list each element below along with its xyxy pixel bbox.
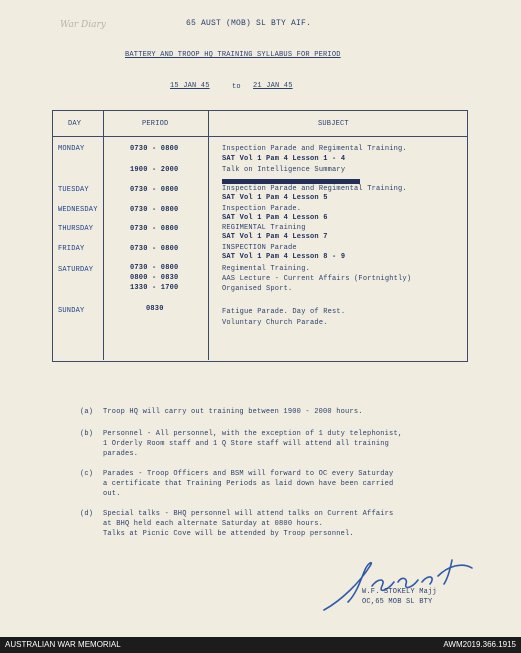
date-to: 21 JAN 45 [253, 82, 293, 90]
day-cell: TUESDAY [58, 186, 89, 194]
note-line: out. [103, 490, 121, 498]
note-line: Personnel - All personnel, with the exception of 1 duty telephonist, [103, 430, 403, 438]
note-line: parades. [103, 450, 139, 458]
date-to-word: to [232, 83, 241, 91]
day-cell: FRIDAY [58, 245, 85, 253]
period-cell: 0730 - 0800 [130, 206, 179, 214]
note-label: (c) [80, 470, 94, 478]
subject-cell: Voluntary Church Parade. [222, 319, 328, 327]
day-cell: SUNDAY [58, 307, 85, 315]
column-header-subject: SUBJECT [318, 120, 349, 128]
note-label: (a) [80, 408, 94, 416]
period-cell: 0730 - 0800 [130, 264, 179, 272]
note-line: at BHQ held each alternate Saturday at 0800 hours. [103, 520, 324, 528]
note-line: Parades - Troop Officers and BSM will forward to OC every Saturday [103, 470, 394, 478]
redaction-bar [222, 179, 360, 184]
subject-cell: Inspection Parade and Regimental Training. [222, 145, 407, 153]
subject-cell: Regimental Training. [222, 265, 311, 273]
subject-cell: AAS Lecture - Current Affairs (Fortnightly) [222, 275, 412, 283]
unit-heading: 65 AUST (MOB) SL BTY AIF. [186, 19, 312, 28]
table-divider [103, 110, 104, 360]
handwritten-signature [312, 552, 482, 618]
handwritten-note: War Diary [60, 20, 106, 30]
subject-cell: SAT Vol 1 Pam 4 Lesson 8 - 9 [222, 253, 346, 261]
document-title: BATTERY AND TROOP HQ TRAINING SYLLABUS FOR PERIOD [125, 51, 341, 59]
subject-cell: SAT Vol 1 Pam 4 Lesson 6 [222, 214, 328, 222]
signatory-name: W.F. STOKELY Majj [362, 588, 437, 596]
signatory-title: OC,65 MOB SL BTY [362, 598, 433, 606]
day-cell: MONDAY [58, 145, 85, 153]
footer-institution: AUSTRALIAN WAR MEMORIAL [5, 640, 121, 649]
note-line: 1 Orderly Room staff and 1 Q Store staff will attend all training [103, 440, 390, 448]
subject-cell: Inspection Parade. [222, 205, 302, 213]
note-line: a certificate that Training Periods as laid down have been carried [103, 480, 394, 488]
subject-cell: REGIMENTAL Training [222, 224, 306, 232]
table-header-divider [52, 136, 467, 137]
subject-cell: SAT Vol 1 Pam 4 Lesson 1 - 4 [222, 155, 346, 163]
period-cell: 0830 [146, 305, 164, 313]
note-label: (b) [80, 430, 94, 438]
period-cell: 1900 - 2000 [130, 166, 179, 174]
period-cell: 0730 - 0800 [130, 145, 179, 153]
day-cell: THURSDAY [58, 225, 94, 233]
day-cell: SATURDAY [58, 266, 94, 274]
period-cell: 0730 - 0800 [130, 225, 179, 233]
date-from: 15 JAN 45 [170, 82, 210, 90]
note-line: Talks at Picnic Cove will be attended by Troop personnel. [103, 530, 354, 538]
period-cell: 0800 - 0830 [130, 274, 179, 282]
day-cell: WEDNESDAY [58, 206, 98, 214]
subject-cell: SAT Vol 1 Pam 4 Lesson 5 [222, 194, 328, 202]
subject-cell: INSPECTION Parade [222, 244, 297, 252]
column-header-day: DAY [68, 120, 82, 128]
subject-cell: Inspection Parade and Regimental Training. [222, 185, 407, 193]
table-divider [208, 110, 209, 360]
note-label: (d) [80, 510, 94, 518]
period-cell: 0730 - 0800 [130, 186, 179, 194]
footer-accession-number: AWM2019.366.1915 [443, 640, 516, 649]
column-header-period: PERIOD [142, 120, 169, 128]
footer-bar [0, 637, 521, 653]
note-line: Troop HQ will carry out training between 1900 - 2000 hours. [103, 408, 363, 416]
period-cell: 1330 - 1700 [130, 284, 179, 292]
period-cell: 0730 - 0800 [130, 245, 179, 253]
subject-cell: Fatigue Parade. Day of Rest. [222, 308, 346, 316]
subject-cell: Organised Sport. [222, 285, 293, 293]
note-line: Special talks - BHQ personnel will attend talks on Current Affairs [103, 510, 394, 518]
subject-cell: SAT Vol 1 Pam 4 Lesson 7 [222, 233, 328, 241]
subject-cell: Talk on Intelligence Summary [222, 166, 346, 174]
